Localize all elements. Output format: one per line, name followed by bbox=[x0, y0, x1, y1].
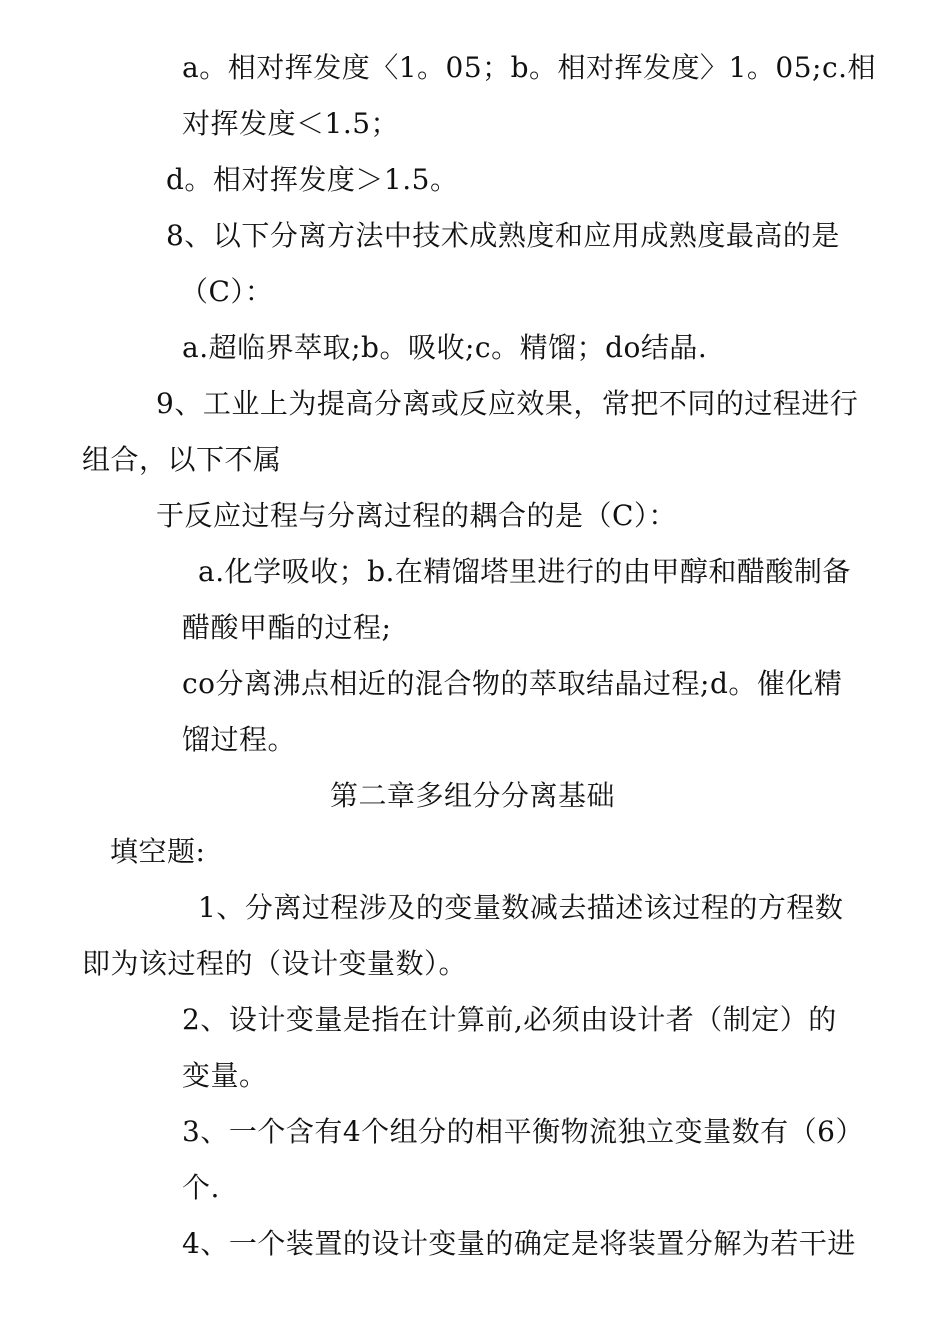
option-line-d: d。相对挥发度＞1.5。 bbox=[166, 163, 459, 196]
question-9-option-b-cont: 醋酸甲酯的过程; bbox=[182, 611, 392, 644]
fill-blank-3: 3、一个含有4个组分的相平衡物流独立变量数有（6） bbox=[182, 1115, 864, 1148]
fill-blank-2: 2、设计变量是指在计算前,必须由设计者（制定）的 bbox=[182, 1003, 837, 1036]
fill-blank-3-cont: 个. bbox=[182, 1171, 220, 1204]
question-9-cont-2: 于反应过程与分离过程的耦合的是（C）： bbox=[156, 499, 677, 532]
question-9-option-a-b: a.化学吸收；b.在精馏塔里进行的由甲醇和醋酸制备 bbox=[198, 555, 851, 588]
question-8-answer: （C）： bbox=[180, 275, 274, 308]
fill-blank-1-cont: 即为该过程的（设计变量数）。 bbox=[82, 947, 468, 980]
question-8-options: a.超临界萃取;b。吸收;c。精馏；do结晶. bbox=[182, 331, 708, 364]
fill-blank-2-cont: 变量。 bbox=[182, 1059, 268, 1092]
question-9: 9、工业上为提高分离或反应效果，常把不同的过程进行 bbox=[156, 387, 859, 420]
option-line-c-cont: 对挥发度＜1.5； bbox=[182, 107, 400, 140]
question-9-option-c-d: co分离沸点相近的混合物的萃取结晶过程;d。催化精 bbox=[182, 667, 843, 700]
chapter-title: 第二章多组分分离基础 bbox=[330, 779, 616, 812]
section-heading-fill-blank: 填空题: bbox=[110, 835, 206, 868]
question-9-cont: 组合，以下不属 bbox=[82, 443, 282, 476]
question-9-option-d-cont: 馏过程。 bbox=[182, 723, 297, 756]
fill-blank-1: 1、分离过程涉及的变量数减去描述该过程的方程数 bbox=[198, 891, 844, 924]
option-line-a-b-c: a。相对挥发度〈1。05；b。相对挥发度〉1。05;c.相 bbox=[182, 51, 877, 84]
question-8: 8、以下分离方法中技术成熟度和应用成熟度最高的是 bbox=[166, 219, 840, 252]
fill-blank-4: 4、一个装置的设计变量的确定是将装置分解为若干进 bbox=[182, 1227, 856, 1260]
